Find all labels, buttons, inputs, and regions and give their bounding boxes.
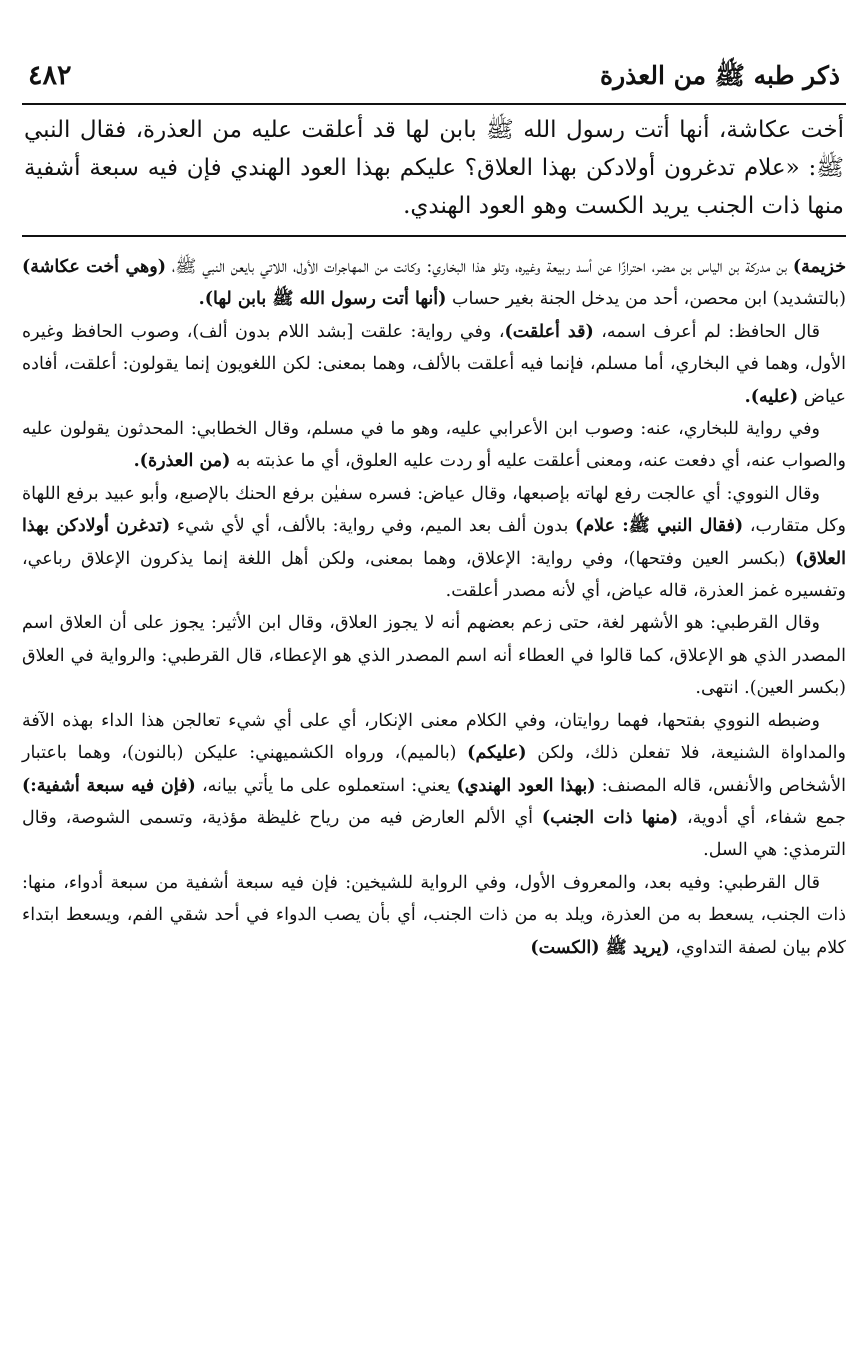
quoted-phrase: (يريد ﷺ (الكست)	[530, 937, 670, 958]
hadith-text: أخت عكاشة، أنها أتت رسول الله ﷺ بابن لها قد أعلقت عليه من العذرة، فقال النبي ﷺ: «علام تدغرون أولادكن بهذا العلاق؟ عليكم بهذا العود الهندي فإن فيه سبعة أشفية منها ذات الجنب يريد الكست وهو العود الهندي.	[24, 117, 844, 219]
commentary-text: بن مدركة بن الياس بن مضر، احترازًا عن أسد ربيعة وغيره، وتلو هذا البخاري: وكانت من المهاجرات الأول، اللاتي بايعن النبي ﷺ،	[166, 257, 793, 277]
commentary	[22, 251, 846, 964]
page-number: ٤٨٢	[28, 60, 72, 91]
quoted-phrase: (بهذا العود الهندي)	[456, 775, 596, 796]
commentary-text: وقال القرطبي: هو الأشهر لغة، حتى زعم بعضهم أنه لا يجوز العلاق، وقال ابن الأثير: يجوز على أن العلاق اسم المصدر الذي هو الإعلاق، كما قالوا في العطاء أنه اسم المصدر الذي هو الإعطاء، قال القرطبي: والرواية في العلاق (بكسر العين). انتهى.	[22, 613, 846, 699]
quoted-phrase: (فقال النبي ﷺ: علام)	[575, 516, 744, 537]
separator-line	[22, 235, 846, 237]
book-page	[22, 60, 846, 964]
quoted-phrase: (وهي أخت عكاشة)	[22, 257, 167, 277]
commentary-text: يعني: استعملوه على ما يأتي بيانه،	[195, 775, 457, 796]
commentary-text: وضبطه النووي بفتحها، فهما روايتان، وفي الكلام معنى الإنكار، أي على أي شيء تعالجن هذا الداء بهذه الآفة والمداواة الشنيعة، فلا تفعلن ذلك، ولكن	[22, 710, 846, 764]
commentary-paragraph	[22, 251, 846, 316]
quoted-phrase: (من العذرة).	[133, 451, 231, 472]
commentary-text: (بالتشديد) ابن محصن، أحد من يدخل الجنة بغير حساب	[446, 289, 846, 310]
commentary-text: قال القرطبي: وفيه بعد، والمعروف الأول، وفي الرواية للشيخين: فإن فيه سبعة أشفية من سبعة أدواء، منها: ذات الجنب، يسعط به من العذرة، ويلد به من ذات الجنب، أي بأن يصب الدواء في أحد شقي الفم، ويسعط ابتداء كلام بيان لصفة التداوي،	[22, 872, 846, 958]
quoted-phrase: (عليه).	[744, 386, 799, 407]
quoted-phrase: خزيمة)	[792, 257, 847, 277]
commentary-text: قال الحافظ: لم أعرف اسمه،	[593, 321, 820, 342]
commentary-paragraph	[22, 705, 846, 867]
commentary-text: ، وفي رواية: علقت [بشد اللام بدون ألف)، وصوب الحافظ وغيره الأول، وهما في البخاري، أما مسلم، فإنما فيه أعلقت بالألف، وهما بمعنى: لكن اللغويون إنما يقولون: أعلقت، أفاده عياض	[22, 321, 846, 407]
quoted-phrase: (قد أعلقت)	[504, 321, 594, 342]
commentary-paragraph	[22, 478, 846, 608]
commentary-text: (بكسر العين وفتحها)، وفي رواية: الإعلاق، وهما بمعنى، ولكن أهل اللغة إنما يذكرون الإعلاق رباعي، وتفسيره غمز العذرة، قاله عياض، أي لأنه مصدر أعلقت.	[22, 548, 846, 602]
commentary-paragraph	[22, 867, 846, 964]
commentary-text: بدون ألف بعد الميم، وفي رواية: بالألف، أي لأي شيء	[170, 516, 576, 537]
quoted-phrase: (أنها أتت رسول الله ﷺ بابن لها).	[198, 289, 447, 310]
quoted-phrase: (فإن فيه سبعة أشفية:)	[22, 775, 196, 796]
commentary-text: وقال النووي: أي عالجت رفع لهاته بإصبعها، وقال عياض: فسره سفيٰن برفع الحنك بالإصبع، وأبو عبيد برفع اللهاة وكل متقارب،	[22, 483, 847, 537]
page-header	[22, 60, 846, 105]
commentary-paragraph	[22, 316, 846, 413]
commentary-text: (بالميم)، ورواه الكشميهني: عليكن (بالنون)، وهما باعتبار الأشخاص والأنفس، قاله المصنف:	[22, 743, 846, 796]
commentary-text: أي الألم العارض فيه من رياح غليظة مؤذية، وتسمى الشوصة، وقال الترمذي: هي السل.	[22, 807, 846, 861]
running-title: ذكر طبه ﷺ من العذرة	[599, 61, 840, 90]
quoted-phrase: (تدغرن أولادكن بهذا العلاق)	[22, 516, 846, 569]
commentary-paragraph	[22, 607, 846, 704]
commentary-paragraph	[22, 413, 846, 478]
quoted-phrase: (عليكم)	[467, 743, 527, 764]
commentary-text: جمع شفاء، أي أدوية،	[678, 807, 846, 828]
quoted-phrase: (منها ذات الجنب)	[541, 807, 679, 828]
commentary-text: وفي رواية للبخاري، عنه: وصوب ابن الأعرابي عليه، وهو ما في مسلم، وقال الخطابي: المحدثون يقولون عليه والصواب عنه، أي دفعت عنه، ومعنى أعلقت عليه أو ردت عليه العلوق، أي ما عذبته به	[22, 419, 846, 472]
